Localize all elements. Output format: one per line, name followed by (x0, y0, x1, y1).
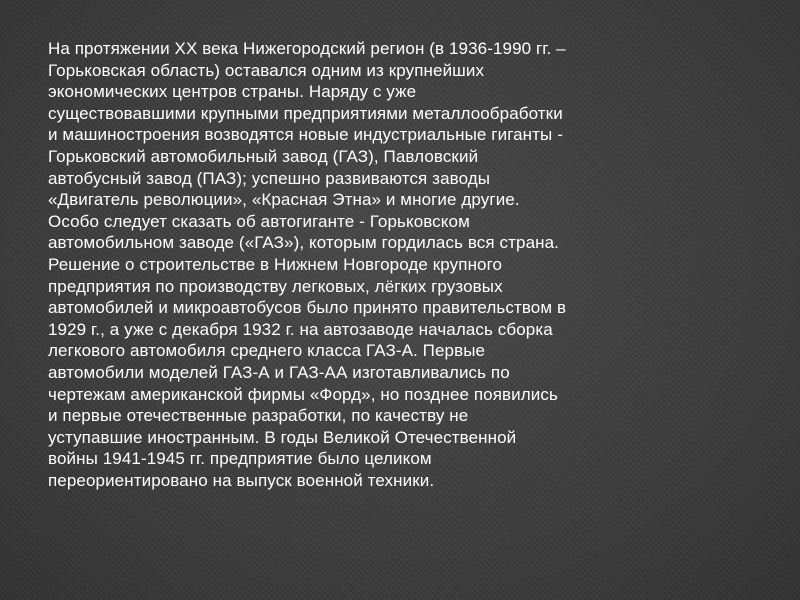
slide-body-text: На протяжении XX века Нижегородский регион (в 1936-1990 гг. – Горьковская область) оставался одним из крупнейших экономических центров страны. Наряду с уже существовавшими крупными предприятиями металлообработки и машиностроения возводятся новые индустриальные гиганты - Горьковский автомобильный завод (ГАЗ), Павловский автобусный завод (ПАЗ); успешно развиваются заводы «Двигатель революции», «Красная Этна» и многие другие. Особо следует сказать об автогиганте - Горьковском автомобильном заводе («ГАЗ»), которым гордилась вся страна. Решение о строительстве в Нижнем Новгороде крупного предприятия по производству легковых, лёгких грузовых автомобилей и микроавтобусов было принято правительством в 1929 г., а уже с декабря 1932 г. на автозаводе началась сборка легкового автомобиля среднего класса ГАЗ-А. Первые автомобили моделей ГАЗ-А и ГАЗ-АА изготавливались по чертежам американской фирмы «Форд», но позднее появились и первые отечественные разработки, по качеству не уступавшие иностранным. В годы Великой Отечественной войны 1941-1945 гг. предприятие было целиком переориентировано на выпуск военной техники. (48, 39, 567, 490)
